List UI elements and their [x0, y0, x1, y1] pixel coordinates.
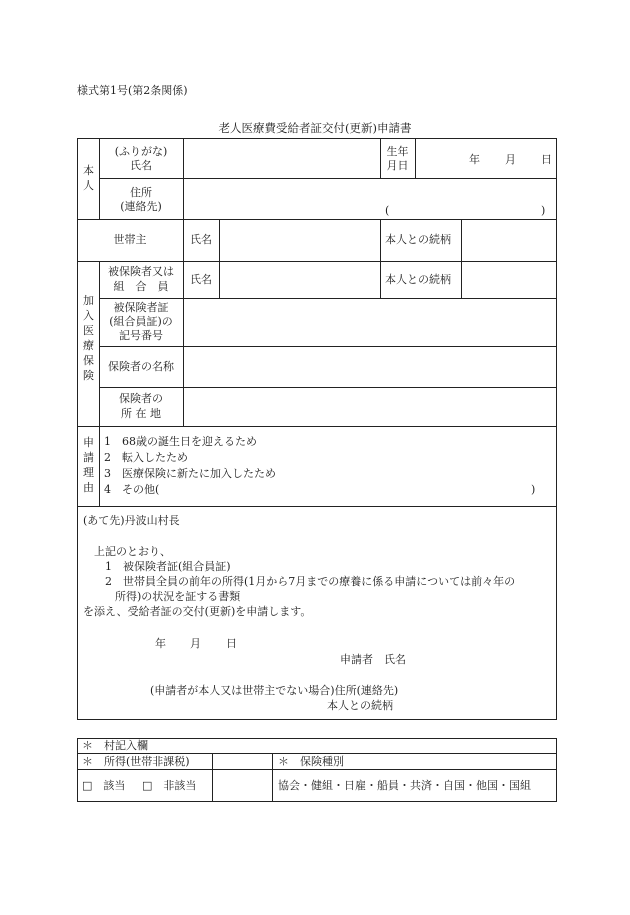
request-year: 年 — [155, 637, 166, 650]
form-number: 様式第1号(第2条関係) — [77, 84, 188, 97]
reason-section-label: 申請理由 — [83, 436, 94, 494]
card-label-1: 被保険者証 — [113, 301, 169, 314]
insurance-section-label: 加入医療保険 — [83, 294, 94, 382]
applicant-name-field[interactable] — [184, 139, 379, 178]
householder-label: 世帯主 — [113, 233, 147, 246]
attachment-2-continued: 所得)の状況を証する書類 — [115, 590, 241, 603]
insured-name-label: 氏名 — [190, 273, 212, 286]
addressee: (あて先)丹波山村長 — [83, 514, 180, 527]
furigana-label: (ふりがな) — [114, 145, 168, 158]
address-label-2: (連絡先) — [120, 200, 162, 213]
card-label-2: (組合員証)の — [109, 315, 173, 328]
insurer-name-label: 保険者の名称 — [108, 360, 174, 373]
insurance-type-label: ＊ 保険種別 — [278, 755, 344, 768]
reason-item-4[interactable]: 4 その他( — [104, 483, 160, 496]
applicant-signature-label: 申請者 氏名 — [340, 653, 406, 666]
insured-relation-label: 本人との続柄 — [385, 273, 451, 286]
insurer-address-label-2: 所 在 地 — [121, 407, 161, 420]
attachment-1: 1 被保険者証(組合員証) — [105, 560, 231, 573]
proxy-relation-label: 本人との続柄 — [327, 699, 393, 712]
request-month: 月 — [190, 637, 201, 650]
contact-paren-close: ) — [541, 204, 546, 217]
applicant-name-label: 氏名 — [130, 159, 152, 172]
applicant-section-label: 本人 — [83, 164, 94, 192]
reason-item-3[interactable]: 3 医療保険に新たに加入したため — [104, 467, 276, 480]
insured-label-2: 組 合 員 — [113, 280, 169, 293]
birth-day: 日 — [541, 153, 552, 166]
proxy-address-label: (申請者が本人又は世帯主でない場合)住所(連絡先) — [150, 684, 399, 697]
insurer-address-label-1: 保険者の — [119, 392, 163, 405]
birth-year: 年 — [469, 153, 480, 166]
reason-item-2[interactable]: 2 転入したため — [104, 451, 188, 464]
applicable-checkbox[interactable]: □ 該当 — [82, 779, 126, 792]
insured-label-1: 被保険者又は — [108, 265, 174, 278]
birth-label-1: 生年 — [386, 145, 409, 158]
reason-item-4-close: ) — [531, 483, 536, 496]
address-label-1: 住所 — [130, 186, 152, 199]
request-intro: 上記のとおり、 — [94, 545, 171, 558]
request-closing: を添え、受給者証の交付(更新)を申請します。 — [83, 605, 312, 618]
insurance-type-options: 協会・健組・日雇・船員・共済・自国・他国・国組 — [278, 779, 531, 792]
attachment-2: 2 世帯員全員の前年の所得(1月から7月までの療養に係る申請については前々年の — [105, 575, 516, 588]
not-applicable-checkbox[interactable]: □ 非該当 — [142, 779, 197, 792]
request-day: 日 — [226, 637, 237, 650]
contact-paren-open: ( — [385, 204, 390, 217]
householder-relation-label: 本人との続柄 — [385, 233, 451, 246]
householder-name-label: 氏名 — [190, 233, 212, 246]
reason-item-1[interactable]: 1 68歳の誕生日を迎えるため — [104, 435, 257, 448]
birth-month: 月 — [505, 153, 516, 166]
form-title: 老人医療費受給者証交付(更新)申請書 — [218, 121, 412, 135]
village-use-title: ＊ 村記入欄 — [82, 739, 148, 752]
application-table — [77, 138, 557, 720]
birth-label-2: 月日 — [386, 159, 409, 172]
income-label: ＊ 所得(世帯非課税) — [82, 755, 190, 768]
card-label-3: 記号番号 — [119, 329, 163, 342]
